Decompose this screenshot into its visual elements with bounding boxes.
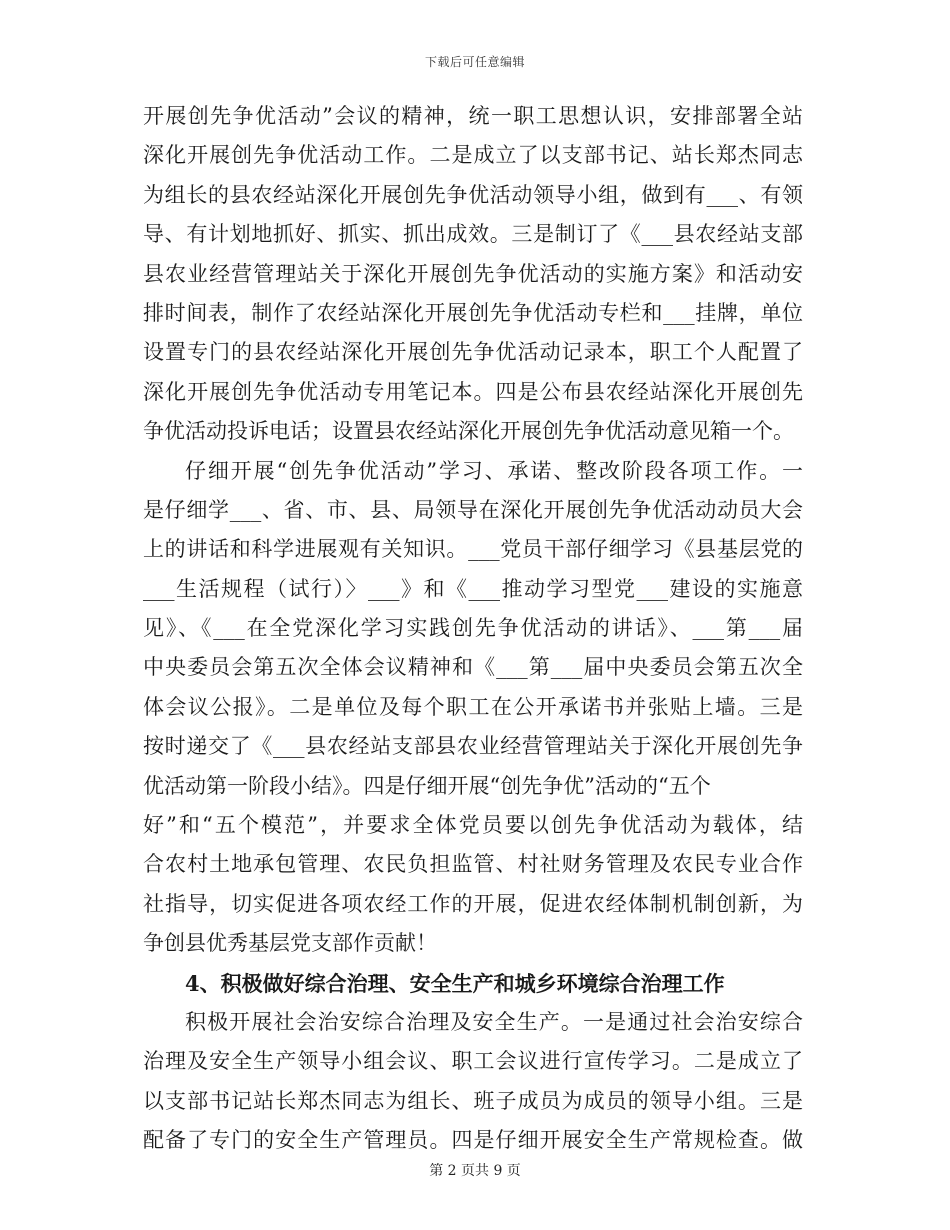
- body-line: 排时间表，制作了农经站深化开展创先争优活动专栏和___挂牌，单位: [143, 300, 803, 325]
- body-line: 设置专门的县农经站深化开展创先争优活动记录本，职工个人配置了: [143, 340, 803, 365]
- body-line: 见》、《___在全党深化学习实践创先争优活动的讲话》、___第___届: [143, 616, 803, 641]
- body-line: 深化开展创先争优活动工作。二是成立了以支部书记、站长郑杰同志: [143, 143, 803, 168]
- body-line: ___生活规程（试行）〉___》和《___推动学习型党___建设的实施意: [143, 576, 803, 601]
- body-line: 争创县优秀基层党支部作贡献！: [143, 931, 437, 956]
- paragraph-first-line: 积极开展社会治安综合治理及安全生产。一是通过社会治安综合: [185, 1009, 803, 1034]
- page-header: 下载后可任意编辑: [424, 55, 525, 69]
- body-line: 是仔细学___、省、市、县、局领导在深化开展创先争优活动动员大会: [143, 497, 803, 522]
- body-line: 导、有计划地抓好、抓实、抓出成效。三是制订了《___县农经站支部: [143, 222, 803, 247]
- body-line: 上的讲话和科学进展观有关知识。___党员干部仔细学习《县基层党的: [143, 537, 803, 562]
- body-line: 合农村土地承包管理、农民负担监管、村社财务管理及农民专业合作: [143, 852, 803, 877]
- body-line: 深化开展创先争优活动专用笔记本。四是公布县农经站深化开展创先: [143, 379, 803, 404]
- body-line: 争优活动投诉电话；设置县农经站深化开展创先争优活动意见箱一个。: [143, 419, 794, 444]
- section-heading: 4、积极做好综合治理、安全生产和城乡环境综合治理工作: [185, 970, 725, 996]
- body-line: 治理及安全生产领导小组会议、职工会议进行宣传学习。二是成立了: [143, 1049, 803, 1074]
- body-line: 体会议公报》。二是单位及每个职工在公开承诺书并张贴上墙。三是: [143, 694, 803, 719]
- body-line: 为组长的县农经站深化开展创先争优活动领导小组，做到有___、有领: [143, 182, 803, 207]
- document-body: [143, 97, 803, 1161]
- body-line: 以支部书记站长郑杰同志为组长、班子成员为成员的领导小组。三是: [143, 1088, 803, 1113]
- page-footer: 第 2 页共 9 页: [429, 1163, 521, 1179]
- body-line: 社指导，切实促进各项农经工作的开展，促进农经体制机制创新，为: [143, 891, 803, 916]
- body-line: 好”和“五个模范”，并要求全体党员要以创先争优活动为载体，结: [143, 813, 803, 838]
- body-line: 开展创先争优活动”会议的精神，统一职工思想认识，安排部署全站: [143, 104, 803, 128]
- body-line: 中央委员会第五次全体会议精神和《___第___届中央委员会第五次全: [143, 655, 803, 680]
- body-line: 优活动第一阶段小结》。四是仔细开展“创先争优”活动的“五个: [143, 773, 711, 798]
- body-line: 按时递交了《___县农经站支部县农业经营管理站关于深化开展创先争: [143, 734, 803, 759]
- body-line: 县农业经营管理站关于深化开展创先争优活动的实施方案》和活动安: [143, 261, 803, 286]
- body-line: 配备了专门的安全生产管理员。四是仔细开展安全生产常规检查。做: [143, 1128, 803, 1153]
- paragraph-first-line: 仔细开展“创先争优活动”学习、承诺、整改阶段各项工作。一: [185, 458, 803, 483]
